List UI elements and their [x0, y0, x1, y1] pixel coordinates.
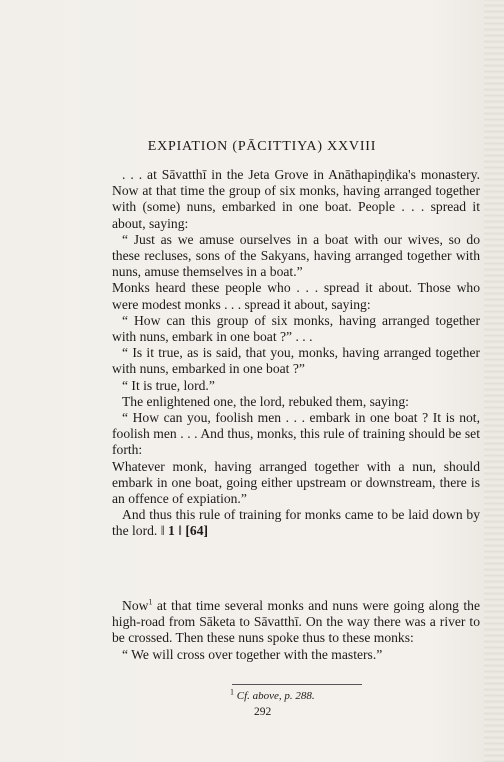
- paragraph: “ Is it true, as is said, that you, monks, having arranged together with nuns, embarked in one boat ?”: [112, 345, 480, 377]
- closing-text: And thus this rule of training for monks came to be laid down by the lord. ‖: [112, 507, 480, 539]
- paragraph: “ Just as we amuse ourselves in a boat with our wives, so do these recluses, sons of the Sakyans, having arranged together with nuns, amuse themselves in a boat.”: [112, 231, 480, 280]
- main-text-block: [112, 167, 480, 540]
- page-reference: [64]: [185, 523, 209, 539]
- paragraph: “ How can you, foolish men . . . embark in one boat ? It is not, foolish men . . . And thus, monks, this rule of training should be set forth:: [112, 410, 480, 458]
- paragraph: Monks heard these people who . . . spread it about. Those who were modest monks . . . spread it about, saying:: [112, 280, 480, 312]
- footnote-divider: [232, 684, 362, 685]
- rule-paragraph: Whatever monk, having arranged together with a nun, should embark in one boat, going either upstream or downstream, there is an offence of expiation.”: [112, 458, 480, 507]
- paragraph: The enlightened one, the lord, rebuked them, saying:: [122, 393, 409, 409]
- paragraph-lead: Now: [122, 598, 149, 613]
- paragraph: “ We will cross over together with the masters.”: [122, 646, 383, 662]
- page-edge-shadow: [484, 0, 504, 762]
- paragraph-body: at that time several monks and nuns were going along the high-road from Sāketa to Sāvatthī. On the way there was a river to be crossed. Then these nuns spoke thus to these monks:: [112, 598, 480, 646]
- section-number: 1: [167, 523, 175, 539]
- paragraph: “ How can this group of six monks, having arranged together with nuns, embark in one boat ?” . . .: [112, 312, 480, 345]
- section-separator: ‖: [178, 523, 182, 539]
- footnote-text: Cf. above, p. 288.: [236, 690, 315, 702]
- second-text-block: [112, 598, 480, 663]
- footnote: [230, 687, 315, 702]
- page-number: 292: [254, 706, 272, 718]
- chapter-heading: EXPIATION (PĀCITTIYA) XXVIII: [147, 139, 377, 154]
- closing-paragraph: [112, 507, 480, 539]
- paragraph: . . . at Sāvatthī in the Jeta Grove in Anāthapiṇḍika's monastery. Now at that time the group of six monks, having arranged together with (some) nuns, embarked in one boat. People . . . spread it about, saying:: [112, 167, 480, 231]
- paragraph: [112, 598, 480, 647]
- footnote-number: 1: [230, 687, 234, 697]
- paragraph: “ It is true, lord.”: [122, 377, 215, 393]
- footnote-marker: 1: [148, 597, 153, 607]
